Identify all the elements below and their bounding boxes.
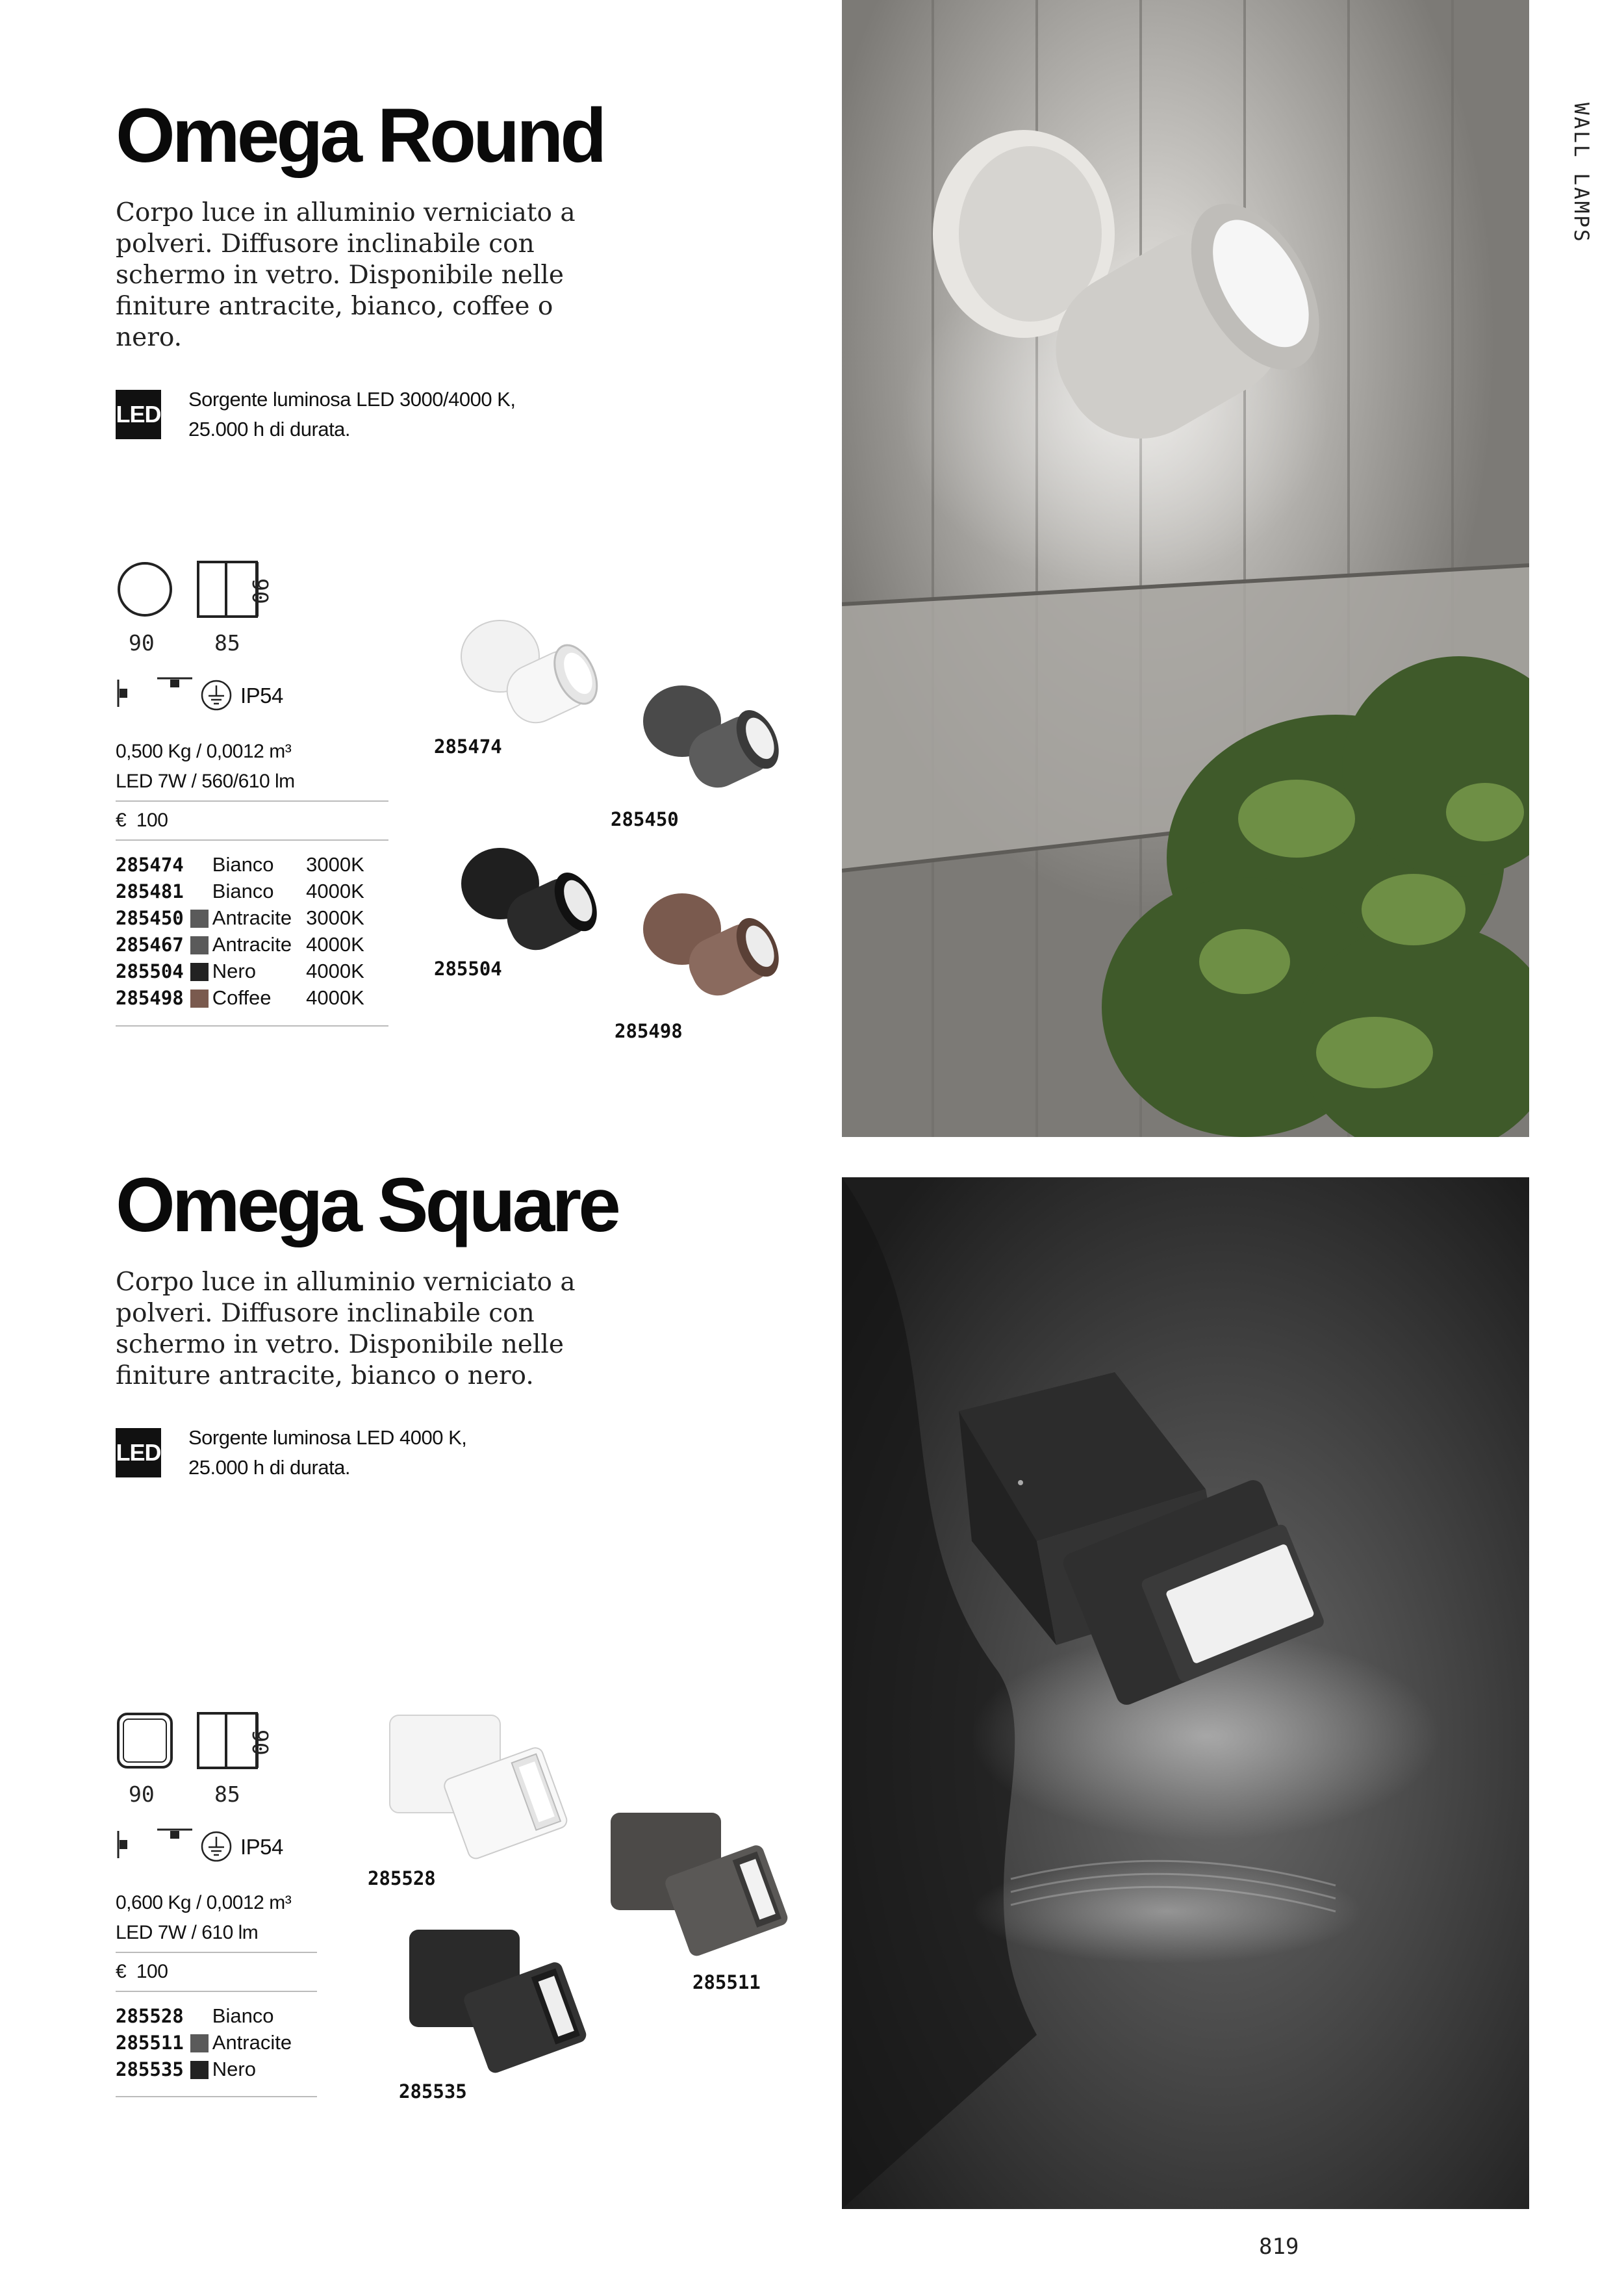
table-row xyxy=(116,2056,306,2082)
variant-finish: Bianco xyxy=(212,2004,274,2027)
dimension-diameter: 90 xyxy=(129,630,155,656)
variant-code: 285474 xyxy=(116,853,184,876)
product-image-285528 xyxy=(383,1709,578,1865)
power-lumen: LED 7W / 610 lm xyxy=(116,1922,259,1943)
table-row xyxy=(116,931,364,958)
variant-code: 285504 xyxy=(116,960,184,982)
lifestyle-photo-omega-round xyxy=(842,0,1529,1137)
variant-finish: Bianco xyxy=(212,852,274,876)
variant-finish: Antracite xyxy=(212,906,292,929)
finish-swatch xyxy=(190,936,209,954)
dimension-width: 90 xyxy=(129,1782,155,1807)
variant-temp: 4000K xyxy=(306,932,364,956)
variants-table xyxy=(116,2002,306,2082)
finish-swatch xyxy=(190,990,209,1008)
variant-finish: Coffee xyxy=(212,986,272,1009)
divider xyxy=(116,2096,317,2097)
divider xyxy=(116,839,388,841)
product-title-omega-round: Omega Round xyxy=(116,93,604,179)
ground-class-icon xyxy=(200,679,233,711)
page-number: 819 xyxy=(1259,2234,1299,2260)
variant-code: 285481 xyxy=(116,880,184,902)
variant-finish: Nero xyxy=(212,2057,256,2080)
product-label: 285474 xyxy=(434,735,502,758)
product-description: Corpo luce in alluminio verniciato a polveri. Diffusore inclinabile con schermo in vetro. Disponibile nelle finiture antracite, bianco, coffee o nero. xyxy=(116,198,576,352)
currency: € xyxy=(116,1961,127,1982)
product-label: 285504 xyxy=(434,958,502,980)
product-label: 285450 xyxy=(611,808,679,830)
variant-code: 285467 xyxy=(116,933,184,956)
product-image-285498 xyxy=(637,884,793,1014)
variant-finish: Nero xyxy=(212,959,256,982)
variant-finish: Antracite xyxy=(212,932,292,956)
price xyxy=(116,806,168,836)
dimension-depth: 85 xyxy=(214,1782,240,1807)
currency: € xyxy=(116,810,127,831)
round-shape-icon xyxy=(116,560,174,619)
variants-table xyxy=(116,851,364,1011)
variant-temp: 4000K xyxy=(306,879,364,902)
dimension-height: 90 xyxy=(247,578,273,604)
product-label: 285511 xyxy=(692,1971,761,1993)
product-image-285535 xyxy=(403,1923,598,2079)
variant-temp: 3000K xyxy=(306,906,364,929)
price-value: 100 xyxy=(136,810,168,831)
section-side-label: WALL LAMPS xyxy=(1569,103,1593,244)
ip-rating: IP54 xyxy=(240,1835,283,1859)
product-description: Corpo luce in alluminio verniciato a polveri. Diffusore inclinabile con schermo in vetro. Disponibile nelle finiture antracite, bianco o nero. xyxy=(116,1268,576,1390)
table-row xyxy=(116,984,364,1011)
product-label: 285535 xyxy=(399,2080,467,2102)
product-image-285450 xyxy=(637,676,793,806)
finish-swatch xyxy=(190,963,209,981)
variant-temp: 3000K xyxy=(306,852,364,876)
price xyxy=(116,1957,168,1987)
divider xyxy=(116,1991,317,1992)
ceiling-mount-icon xyxy=(155,1827,195,1846)
product-image-285474 xyxy=(455,611,611,741)
lifestyle-photo-omega-square xyxy=(842,1177,1529,2209)
table-row xyxy=(116,904,364,931)
weight-volume: 0,600 Kg / 0,0012 m³ xyxy=(116,1892,292,1913)
finish-swatch xyxy=(190,856,209,875)
variant-finish: Antracite xyxy=(212,2030,292,2054)
product-label: 285498 xyxy=(615,1020,683,1042)
finish-swatch xyxy=(190,2034,209,2052)
finish-swatch xyxy=(190,883,209,901)
square-shape-icon xyxy=(116,1711,174,1770)
ip-rating: IP54 xyxy=(240,683,283,708)
finish-swatch xyxy=(190,2061,209,2079)
variant-code: 285511 xyxy=(116,2031,184,2054)
variant-temp: 4000K xyxy=(306,959,364,982)
table-row xyxy=(116,878,364,904)
price-value: 100 xyxy=(136,1961,168,1982)
product-title-omega-square: Omega Square xyxy=(116,1162,618,1248)
table-row xyxy=(116,958,364,984)
ground-class-icon xyxy=(200,1830,233,1863)
dimension-height: 90 xyxy=(247,1730,273,1756)
divider xyxy=(116,1952,317,1953)
ceiling-mount-icon xyxy=(155,676,195,695)
wall-mount-icon xyxy=(116,1828,142,1861)
wall-mount-icon xyxy=(116,677,142,709)
product-label: 285528 xyxy=(368,1867,436,1889)
variant-temp: 4000K xyxy=(306,986,364,1009)
table-row xyxy=(116,851,364,878)
weight-volume: 0,500 Kg / 0,0012 m³ xyxy=(116,741,292,762)
variant-code: 285450 xyxy=(116,906,184,929)
divider xyxy=(116,1025,388,1027)
product-image-285511 xyxy=(604,1806,799,1962)
variant-code: 285535 xyxy=(116,2058,184,2080)
product-image-285504 xyxy=(455,838,611,968)
variant-finish: Bianco xyxy=(212,879,274,902)
variant-code: 285498 xyxy=(116,986,184,1009)
power-lumen: LED 7W / 560/610 lm xyxy=(116,771,295,792)
divider xyxy=(116,800,388,802)
led-info: Sorgente luminosa LED 4000 K, 25.000 h di durata. xyxy=(188,1426,467,1479)
table-row xyxy=(116,2002,306,2029)
dimension-depth: 85 xyxy=(214,630,240,656)
led-badge: LED xyxy=(116,1428,161,1477)
finish-swatch xyxy=(190,910,209,928)
table-row xyxy=(116,2029,306,2056)
led-badge: LED xyxy=(116,390,161,439)
finish-swatch xyxy=(190,2008,209,2026)
variant-code: 285528 xyxy=(116,2004,184,2027)
led-info: Sorgente luminosa LED 3000/4000 K, 25.000 h di durata. xyxy=(188,388,516,441)
